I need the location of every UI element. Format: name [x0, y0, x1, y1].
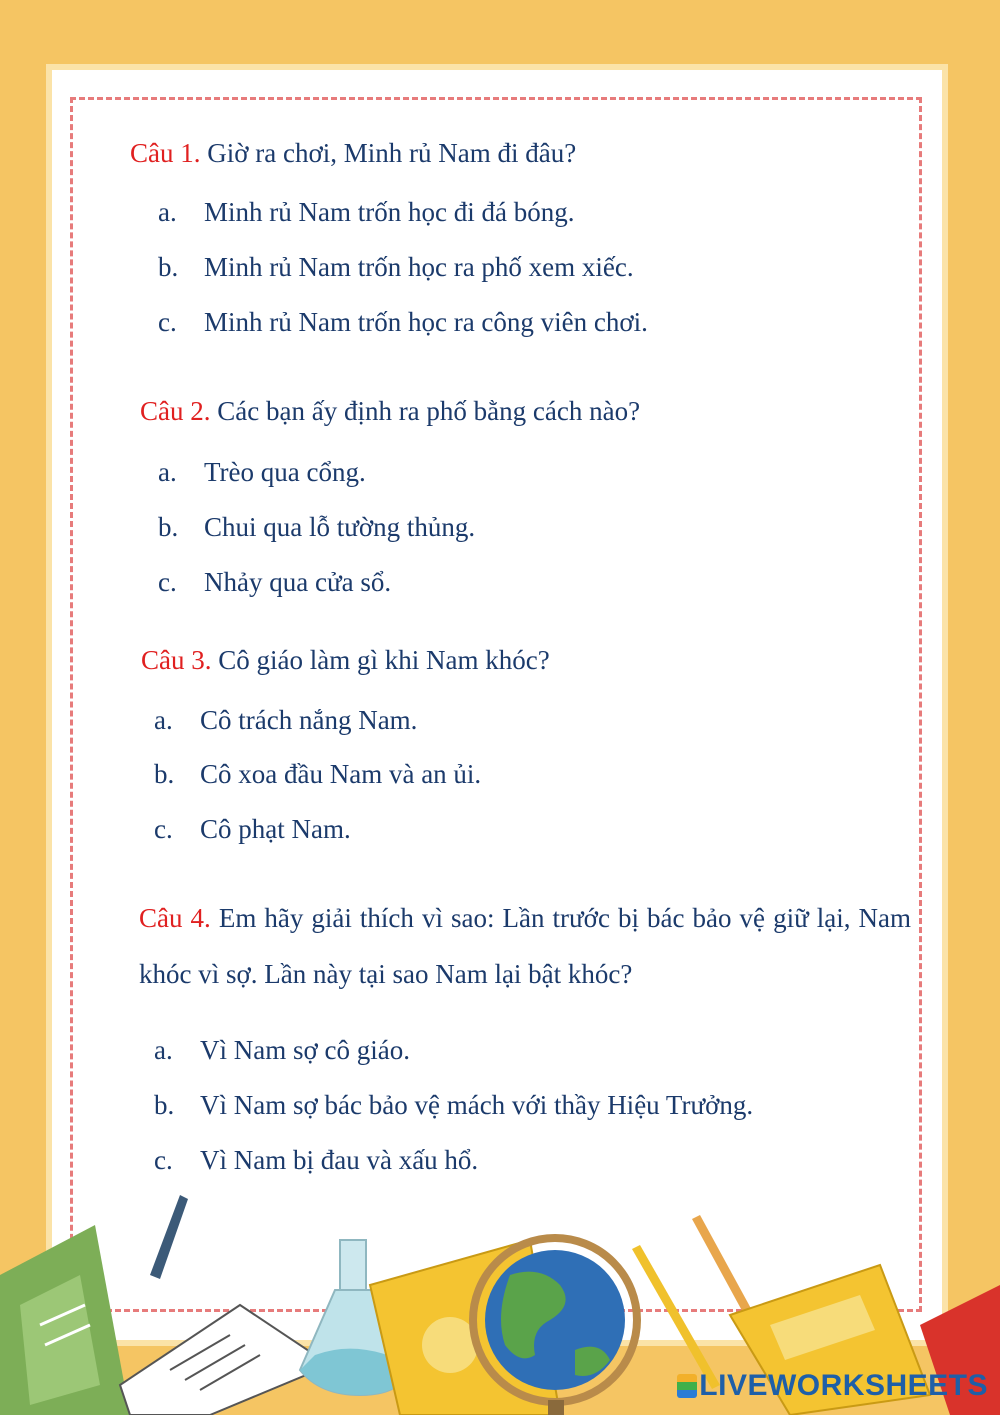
question-2-number: Câu 2.	[140, 396, 211, 426]
question-1-text: Giờ ra chơi, Minh rủ Nam đi đâu?	[207, 138, 577, 168]
question-1-option-a[interactable]: a. Minh rủ Nam trốn học đi đá bóng.	[158, 197, 575, 227]
question-2-option-b[interactable]: b. Chui qua lỗ tường thủng.	[158, 512, 476, 542]
question-1	[130, 136, 576, 171]
question-2-text: Các bạn ấy định ra phố bằng cách nào?	[217, 396, 641, 426]
question-3-option-c[interactable]: c. Cô phạt Nam.	[154, 814, 351, 844]
question-4-option-c[interactable]: c. Vì Nam bị đau và xấu hổ.	[154, 1145, 479, 1175]
question-1-number: Câu 1.	[130, 138, 201, 168]
question-4	[139, 890, 911, 1002]
question-3-option-a[interactable]: a. Cô trách nắng Nam.	[154, 705, 418, 735]
question-3-text: Cô giáo làm gì khi Nam khóc?	[218, 645, 550, 675]
liveworksheets-logo: LIVEWORKSHEETS	[677, 1369, 988, 1403]
pencils-icon	[632, 1215, 760, 1389]
question-2	[140, 394, 640, 429]
question-4-number: Câu 4.	[139, 903, 211, 933]
question-3-option-b[interactable]: b. Cô xoa đầu Nam và an ủi.	[154, 759, 482, 789]
question-4-text: Em hãy giải thích vì sao: Lần trước bị bác bảo vệ giữ lại, Nam khóc vì sợ. Lần này tại sao Nam lại bật khóc?	[139, 903, 912, 989]
pencil-icon	[150, 1195, 188, 1279]
book-icon	[0, 1225, 130, 1415]
question-4-option-b[interactable]: b. Vì Nam sợ bác bảo vệ mách với thầy Hiệu Trưởng.	[154, 1090, 754, 1120]
logo-mark-icon	[677, 1374, 697, 1398]
question-3	[141, 643, 550, 678]
question-3-number: Câu 3.	[141, 645, 212, 675]
question-2-option-c[interactable]: c. Nhảy qua cửa sổ.	[158, 567, 392, 597]
notebook-icon	[120, 1305, 330, 1415]
question-1-option-c[interactable]: c. Minh rủ Nam trốn học ra công viên chơi.	[158, 307, 648, 337]
question-1-option-b[interactable]: b. Minh rủ Nam trốn học ra phố xem xiếc.	[158, 252, 634, 282]
question-4-option-a[interactable]: a. Vì Nam sợ cô giáo.	[154, 1035, 410, 1065]
question-2-option-a[interactable]: a. Trèo qua cổng.	[158, 457, 366, 487]
